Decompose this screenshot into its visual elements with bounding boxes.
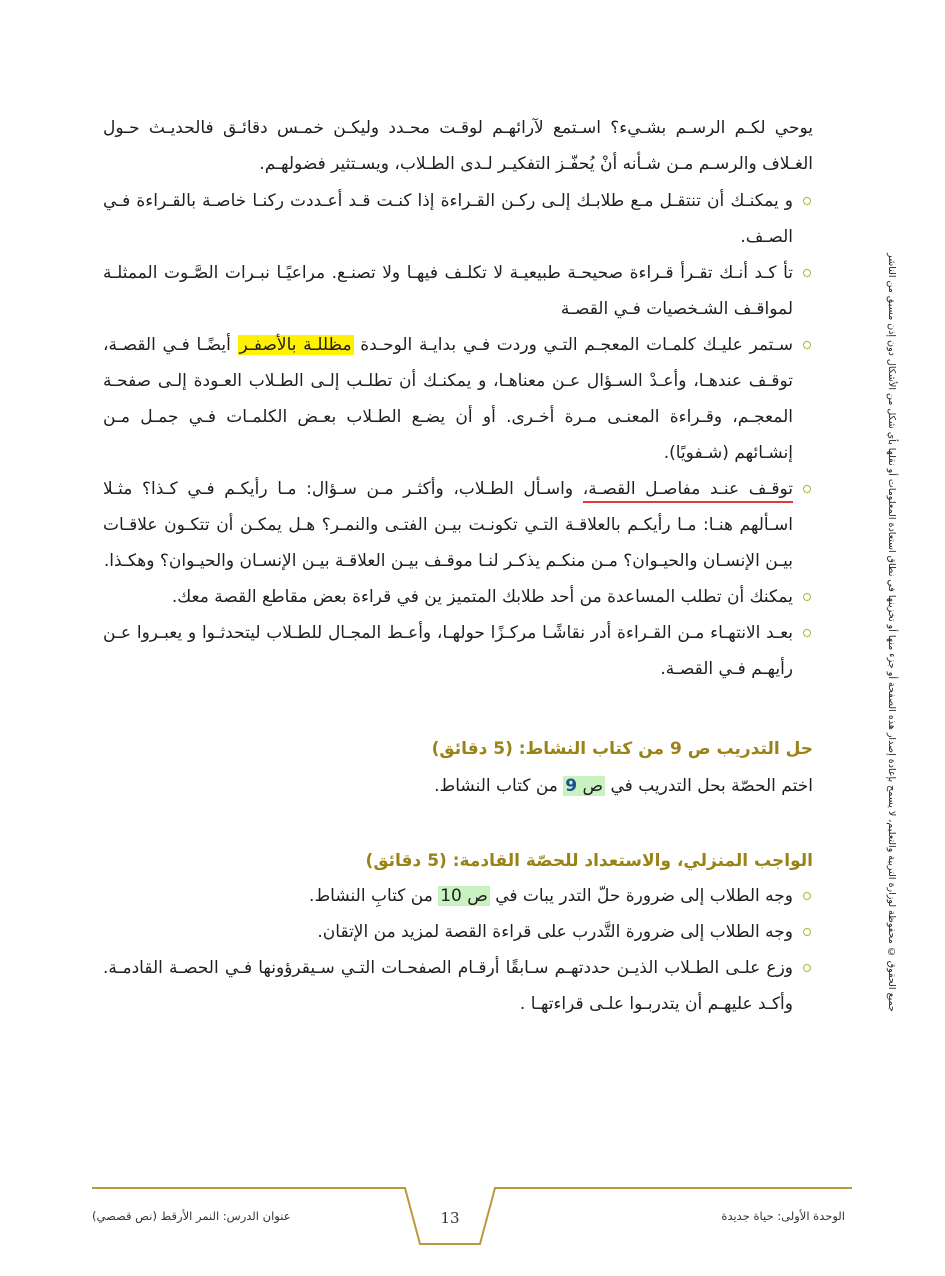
list-item: بعـد الانتهـاء مـن القـراءة أدر نقاشًـا مركـزًا حولهـا، وأعـط المجـال للطـلاب ليتحدثـوا و يعبـروا عـن رأيهـم فـي القصـة.: [103, 615, 813, 687]
list-item: وجه الطلاب إلى ضرورة التَّدرب على قراءة القصة لمزيد من الإتقان.: [103, 914, 813, 950]
list-item: سـتمر عليـك كلمـات المعجـم التـي وردت فـي بدايـة الوحـدة مظللـة بالأصفـر أيضًـا فـي القصـة، توقـف عندهـا، وأعـدْ السـؤال عـن معناهـا، و يمكنـك أن تطلـب إلـى الطـلاب العـودة إلـى صفحـة المعجـم، وقـراءة المعنـى مـرة أخـرى. أو أن يضـع الطـلاب بعـض الكلمـات فـي جمـل مـن إنشـائهم (شـفويًا).: [103, 327, 813, 471]
page-number: 13: [440, 1209, 460, 1227]
exercise-instruction: اختم الحصّة بحل التدريب في ص 9 من كتاب النشاط.: [434, 776, 813, 796]
footer-lesson-title: عنوان الدرس: النمر الأرقط (نص قصصي): [92, 1209, 291, 1223]
page-reference: ص 9: [565, 776, 604, 796]
list-item: توقـف عنـد مفاصـل القصـة، واسـأل الطـلاب، وأكثـر مـن سـؤال: مـا رأيكـم فـي كـذا؟ مثـلا اسـألهم هنـا: مـا رأيكـم بالعلاقـة التـي تكونـت بيـن الفتـى والنمـر؟ هـل يمكـن أن تتكـون علاقـات بيـن الإنسـان والحيـوان؟ مـن منكـم يذكـر لنـا موقـف بيـن العلاقـة بيـن الإنسـان والحيـوان؟ وهكـذا.: [103, 471, 813, 579]
intro-paragraph: يوحي لكـم الرسـم بشـيء؟ اسـتمع لآرائهـم لوقـت محـدد وليكـن خمـس دقائـق فالحديـث حـول الغـلاف والرسـم مـن شـأنه أنْ يُحفّـز التفكيـر لـدى الطـلاب، ويسـتثير فضولهـم.: [103, 118, 813, 174]
section-heading-exercise: حل التدريب ص 9 من كتاب النشاط: (5 دقائق): [431, 739, 813, 759]
list-item: يمكنك أن تطلب المساعدة من أحد طلابك المتميز ين في قراءة بعض مقاطع القصة معك.: [103, 579, 813, 615]
highlighted-phrase: مظللـة بالأصفـر: [239, 335, 352, 355]
list-item: و يمكنـك أن تنتقـل مـع طلابـك إلـى ركـن القـراءة إذا كنـت قـد أعـددت ركنـا خاصـة بالقـراءة فـي الصـف.: [103, 183, 813, 255]
footer-unit-title: الوحدة الأولى: حياة جديدة: [721, 1209, 845, 1223]
list-item: وجه الطلاب إلى ضرورة حلّ التدر يبات في ص 10 من كتابِ النشاط.: [103, 878, 813, 914]
underlined-phrase: توقـف عنـد مفاصـل القصـة،: [583, 479, 793, 503]
page-reference: ص 10: [440, 886, 488, 906]
list-item: وزع علـى الطـلاب الذيـن حددتهـم سـابقًا أرقـام الصفحـات التـي سـيقرؤونها فـي الحصـة القادمـة. وأكـد عليهـم أن يتدربـوا علـى قراءتهـا .: [103, 950, 813, 1022]
copyright-side-note: جميع الحقوق © محفوظة لوزارة التربية والتعليم، لا يسمح بإعادة إصدار هذه الصفحة أو جزء منها أو تخزينها في نطاق استعادة المعلومات أو نقلها بأي شكل من الأشكال دون إذن مسبق من الناشر: [886, 253, 897, 1012]
list-item: تأ كـد أنـك تقـرأ قـراءة صحيحـة طبيعيـة لا تكلـف فيهـا ولا تصنـع. مراعيًـا نبـرات الصَّـوت الممثلـة لمواقـف الشـخصيات فـي القصـة: [103, 255, 813, 327]
section-heading-homework: الواجب المنزلي، والاستعداد للحصّة القادمة: (5 دقائق): [365, 851, 813, 871]
